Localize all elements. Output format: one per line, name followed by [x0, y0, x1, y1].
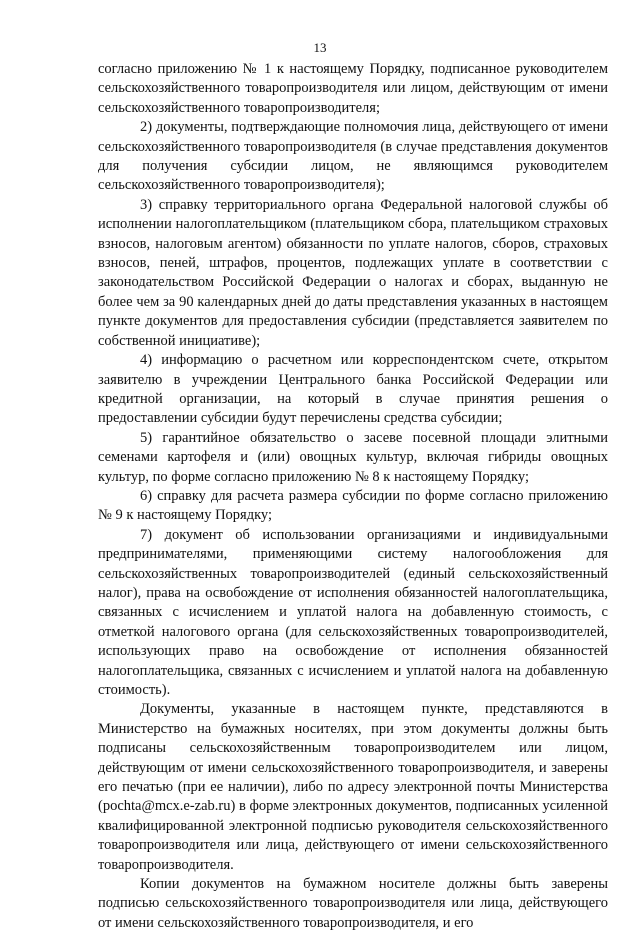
document-body — [98, 60, 608, 933]
paragraph-6: 6) справку для расчета размера субсидии по форме согласно приложению № 9 к настоящему Порядку; — [98, 487, 608, 524]
paragraph-2: 2) документы, подтверждающие полномочия лица, действующего от имени сельскохозяйственного товаропроизводителя (в случае представления документов для получения субсидии лицом, не являющимся руководителем сельскохозяйственного товаропроизводителя); — [98, 119, 608, 194]
paragraph-5: 5) гарантийное обязательство о засеве посевной площади элитными семенами картофеля и (или) овощных культур, включая гибриды овощных культур, по форме согласно приложению № 8 к настоящему Порядку; — [98, 429, 608, 485]
paragraph-1: согласно приложению № 1 к настоящему Порядку, подписанное руководителем сельскохозяйственного товаропроизводителя или лицом, действующим от имени сельскохозяйственного товаропроизводителя; — [98, 61, 608, 116]
paragraph-9: Копии документов на бумажном носителе должны быть заверены подписью сельскохозяйственного товаропроизводителя или лица, действующего от имени сельскохозяйственного товаропроизводителя, и его — [98, 876, 608, 931]
page-number: 13 — [313, 40, 327, 55]
paragraph-7: 7) документ об использовании организациями и индивидуальными предпринимателями, применяющими систему налогообложения для сельскохозяйственных товаропроизводителей (единый сельскохозяйственный налог), права на освобождение от исполнения обязанностей налогоплательщика, связанных с исчислением и уплатой налога на добавленную стоимость, с отметкой налогового органа (для сельскохозяйственных товаропроизводителей, использующих право на освобождение от исполнения обязанностей налогоплательщика, связанных с исчислением и уплатой налога на добавленную стоимость). — [98, 526, 608, 698]
paragraph-3: 3) справку территориального органа Федеральной налоговой службы об исполнении налогоплательщиком (плательщиком сбора, плательщиком страховых взносов, налоговым агентом) обязанности по уплате налогов, сборов, страховых взносов, пеней, штрафов, процентов, подлежащих уплате в соответствии с законодательством Российской Федерации о налогах и сборах, выданную не более чем за 90 календарных дней до даты представления указанных в настоящем пункте документов для предоставления субсидии (представляется заявителем по собственной инициативе); — [98, 196, 608, 349]
paragraph-8: Документы, указанные в настоящем пункте, представляются в Министерство на бумажных носителях, при этом документы должны быть подписаны сельскохозяйственным товаропроизводителем или лицом, действующим от имени сельскохозяйственного товаропроизводителя, и заверены его печатью (при ее наличии), либо по адресу электронной почты Министерства (pochta@mcx.e-zab.ru) в форме электронных документов, подписанных усиленной квалифицированной электронной подписью руководителя сельскохозяйственного товаропроизводителя или лица, действующего от имени сельскохозяйственного товаропроизводителя. — [98, 701, 608, 873]
paragraph-4: 4) информацию о расчетном или корреспондентском счете, открытом заявителю в учреждении Центрального банка Российской Федерации или кредитной организации, на который в случае принятия решения о предоставлении субсидии будут перечислены средства субсидии; — [98, 352, 608, 427]
